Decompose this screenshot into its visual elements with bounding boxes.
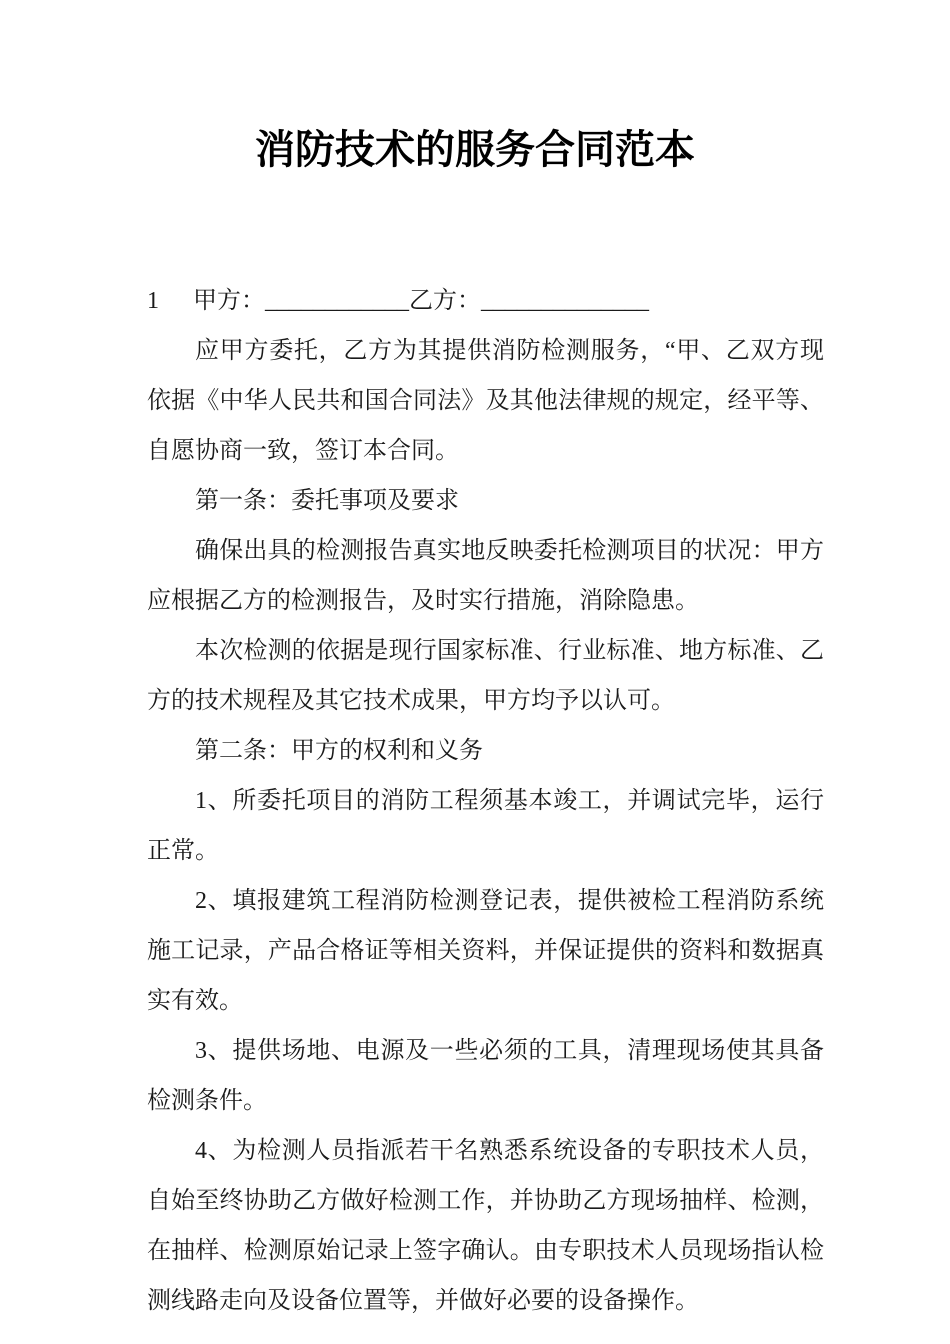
party-a-label: 甲方： <box>193 288 265 314</box>
list-number: 1 <box>147 288 159 314</box>
party-line <box>147 276 824 326</box>
heading-article-1: 第一条：委托事项及要求 <box>195 488 459 514</box>
document-title: 消防技术的服务合同范本 <box>255 128 695 172</box>
heading-article-2: 第二条：甲方的权利和义务 <box>195 738 483 764</box>
party-b-label: 乙方： <box>409 288 481 314</box>
party-a-blank-line: ____________ <box>265 288 409 314</box>
paragraph-article-2-item-3: 3、提供场地、电源及一些必须的工具，清理现场使其具备检测条件。 <box>147 1038 824 1114</box>
paragraph-article-2-item-1: 1、所委托项目的消防工程须基本竣工，并调试完毕，运行正常。 <box>147 788 824 864</box>
document-body <box>147 276 824 1326</box>
party-b-blank-line: ______________ <box>481 288 649 314</box>
paragraph-article-2-item-2: 2、填报建筑工程消防检测登记表，提供被检工程消防系统施工记录，产品合格证等相关资料，并保证提供的资料和数据真实有效。 <box>147 888 824 1014</box>
paragraph-article-2-item-4: 4、为检测人员指派若干名熟悉系统设备的专职技术人员，自始至终协助乙方做好检测工作，并协助乙方现场抽样、检测，在抽样、检测原始记录上签字确认。由专职技术人员现场指认检测线路走向及设备位置等，并做好必要的设备操作。 <box>147 1138 824 1314</box>
paragraph-preamble: 应甲方委托，乙方为其提供消防检测服务，“甲、乙双方现依据《中华人民共和国合同法》及其他法律规的规定，经平等、自愿协商一致，签订本合同。 <box>147 338 824 464</box>
paragraph-article-1-body-1: 确保出具的检测报告真实地反映委托检测项目的状况：甲方应根据乙方的检测报告，及时实行措施，消除隐患。 <box>147 538 824 614</box>
paragraph-article-1-body-2: 本次检测的依据是现行国家标准、行业标准、地方标准、乙方的技术规程及其它技术成果，甲方均予以认可。 <box>147 638 824 714</box>
